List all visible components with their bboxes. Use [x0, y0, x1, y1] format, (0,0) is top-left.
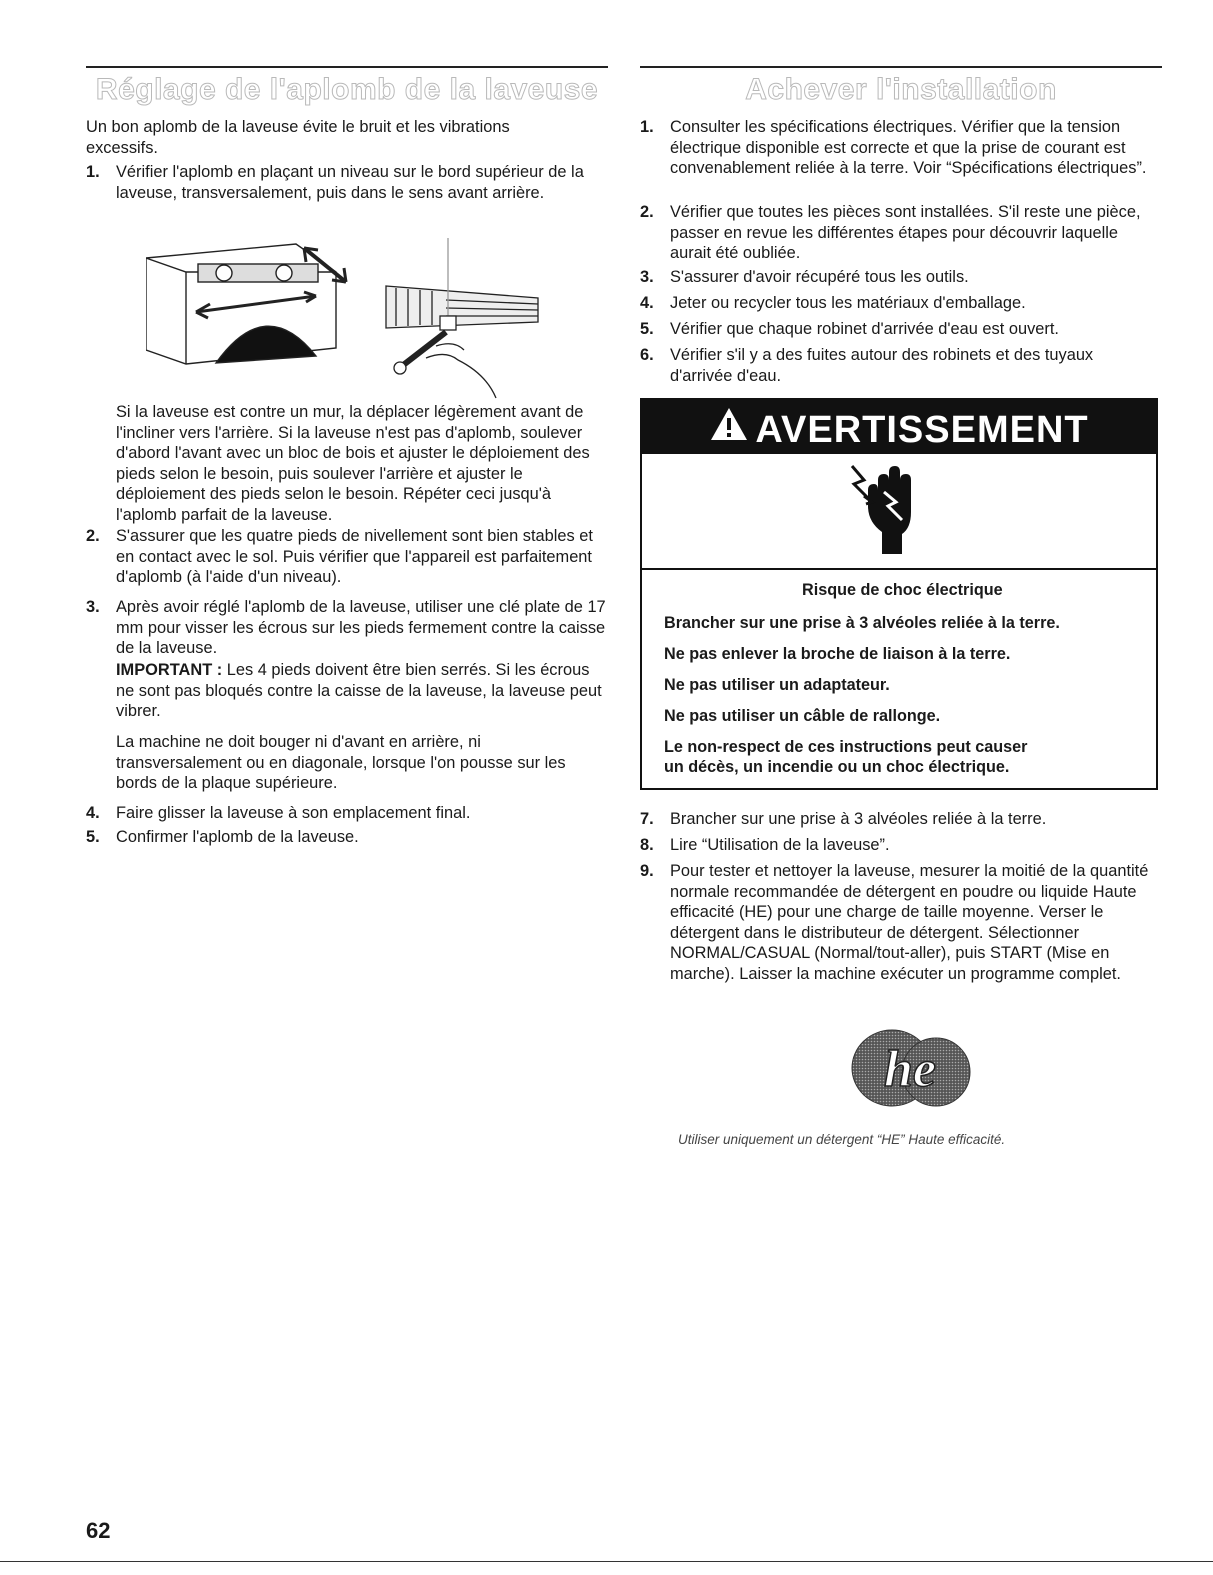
- list-number: 8.: [640, 836, 654, 854]
- list-number: 5.: [640, 320, 654, 338]
- list-item-4: [86, 803, 616, 824]
- leveling-illustration: [146, 238, 556, 403]
- list-item-text: Consulter les spécifications électriques. Vérifier que la tension électrique disponible est correcte et que la prise de courant est convenablement reliée à la terre. Voir “Spécifications électriques”.: [670, 118, 1147, 177]
- list-number: 1.: [86, 163, 100, 181]
- important-paragraph: [116, 660, 608, 722]
- list-item-4: [640, 293, 1162, 314]
- foot-wrench-drawing: [386, 238, 538, 398]
- wall-instructions-paragraph: Si la laveuse est contre un mur, la déplacer légèrement avant de l'incliner vers l'arrière. Si la laveuse n'est pas d'aplomb, soulever d'abord l'avant avec un bloc de bois et ajuster le déploiement des pieds selon le besoin, puis soulever l'arrière et ajuster le déploiement des pieds selon le besoin. Répéter ceci jusqu'à l'aplomb parfait de la laveuse.: [116, 403, 590, 524]
- list-item-text: Confirmer l'aplomb de la laveuse.: [116, 828, 359, 846]
- list-number: 5.: [86, 828, 100, 846]
- list-number: 4.: [86, 804, 100, 822]
- list-item-3: [86, 597, 616, 659]
- warning-box: [640, 398, 1158, 790]
- section-title-finish: Achever l'installation: [745, 73, 1057, 106]
- list-number: 9.: [640, 862, 654, 880]
- list-number: 3.: [86, 598, 100, 616]
- warning-line-title: Risque de choc électrique: [802, 581, 1003, 599]
- footer-rule: [0, 1561, 1213, 1562]
- he-logo: [840, 1022, 980, 1112]
- list-item-text: Faire glisser la laveuse à son emplacement final.: [116, 804, 471, 822]
- list-item-text: Vérifier l'aplomb en plaçant un niveau sur le bord supérieur de la laveuse, transversalement, puis dans le sens avant arrière.: [116, 163, 584, 202]
- section-rule: [640, 66, 1162, 68]
- section-rule: [86, 66, 608, 68]
- warning-icon-area: [642, 454, 1156, 570]
- section-title-leveling: Réglage de l'aplomb de la laveuse: [95, 73, 599, 106]
- important-text: Les 4 pieds doivent être bien serrés. Si les écrous ne sont pas bloqués contre la caisse de la laveuse, la laveuse peut vibrer.: [116, 661, 602, 720]
- list-number: 6.: [640, 346, 654, 364]
- warning-line: Ne pas utiliser un adaptateur.: [664, 676, 890, 694]
- warning-header: [642, 400, 1156, 454]
- list-item-2: [640, 202, 1162, 264]
- list-number: 1.: [640, 118, 654, 136]
- list-item-6: [640, 345, 1162, 386]
- list-item-5: [640, 319, 1162, 340]
- warning-line: Ne pas utiliser un câble de rallonge.: [664, 707, 941, 725]
- list-item-8: [640, 835, 1162, 856]
- list-item-5: [86, 827, 616, 848]
- list-item-7: [640, 809, 1162, 830]
- list-item-text: S'assurer que les quatre pieds de nivellement sont bien stables et en contact avec le sol. Puis vérifier que l'appareil est parfaitement d'aplomb (à l'aide d'un niveau).: [116, 527, 593, 586]
- list-item-text: Lire “Utilisation de la laveuse”.: [670, 836, 890, 854]
- list-item-text: Jeter ou recycler tous les matériaux d'emballage.: [670, 294, 1026, 312]
- important-label: IMPORTANT :: [116, 661, 223, 679]
- warning-header-text: AVERTISSEMENT: [755, 408, 1089, 451]
- list-item-3: [640, 267, 1162, 288]
- list-item-text: Brancher sur une prise à 3 alvéoles reliée à la terre.: [670, 810, 1047, 828]
- he-logo-text: he: [884, 1041, 936, 1098]
- warning-triangle-icon: [709, 402, 749, 458]
- list-item-text: Pour tester et nettoyer la laveuse, mesurer la moitié de la quantité normale recommandée de détergent en poudre ou liquide Haute efficacité (HE) pour une charge de taille moyenne. Verser le détergent dans le distributeur de détergent. Sélectionner NORMAL/CASUAL (Normal/tout-aller), puis START (Mise en marche). Laisser la machine exécuter un programme complet.: [670, 862, 1149, 983]
- list-number: 2.: [640, 203, 654, 221]
- list-item-text: S'assurer d'avoir récupéré tous les outils.: [670, 268, 969, 286]
- electric-shock-hand-icon: [844, 462, 934, 558]
- warning-line: un décès, un incendie ou un choc électrique.: [664, 758, 1010, 776]
- machine-paragraph: La machine ne doit bouger ni d'avant en arrière, ni transversalement ou en diagonale, lorsque l'on pousse sur les bords de la plaque supérieure.: [116, 733, 566, 792]
- list-number: 4.: [640, 294, 654, 312]
- list-item-1: [86, 162, 616, 203]
- list-item-2: [86, 526, 616, 588]
- list-item-text: Vérifier que toutes les pièces sont installées. S'il reste une pièce, passer en revue les différentes étapes pour découvrir laquelle aurait été oubliée.: [670, 203, 1141, 262]
- warning-line: Ne pas enlever la broche de liaison à la terre.: [664, 645, 1011, 663]
- list-item-1: [640, 117, 1162, 179]
- list-number: 3.: [640, 268, 654, 286]
- he-caption: Utiliser uniquement un détergent “HE” Haute efficacité.: [678, 1132, 1006, 1147]
- washer-drawing: [146, 244, 346, 364]
- list-item-text: Vérifier que chaque robinet d'arrivée d'eau est ouvert.: [670, 320, 1059, 338]
- warning-line: Le non-respect de ces instructions peut causer: [664, 738, 1028, 756]
- list-number: 2.: [86, 527, 100, 545]
- list-item-9: [640, 861, 1162, 984]
- page-number: 62: [86, 1518, 111, 1543]
- warning-line: Brancher sur une prise à 3 alvéoles reliée à la terre.: [664, 614, 1060, 632]
- list-item-text: Vérifier s'il y a des fuites autour des robinets et des tuyaux d'arrivée d'eau.: [670, 346, 1094, 385]
- list-number: 7.: [640, 810, 654, 828]
- list-item-text: Après avoir réglé l'aplomb de la laveuse, utiliser une clé plate de 17 mm pour visser les écrous sur les pieds fermement contre la caisse de la laveuse.: [116, 598, 606, 657]
- intro-paragraph: Un bon aplomb de la laveuse évite le bruit et les vibrations excessifs.: [86, 118, 510, 157]
